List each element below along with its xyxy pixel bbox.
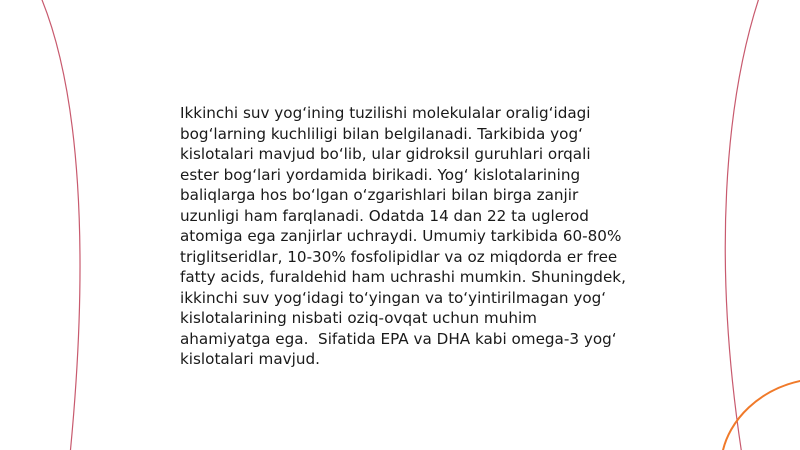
left-arc (40, 0, 80, 450)
right-arc (725, 0, 760, 450)
body-text: Ikkinchi suv yog‘ining tuzilishi molekulalar oralig‘idagi bog‘larning kuchliligi bilan belgilanadi. Tarkibida yog‘ kislotalari mavjud bo‘lib, ular gidroksil guruhlari orqali ester bog‘lari yordamida birikadi. Yog‘ kislotalarining baliqlarga hos bo‘lgan o‘zgarishlari bilan birga zanjir uzunligi ham farqlanadi. Odatda 14 dan 22 ta uglerod atomiga ega zanjirlar uchraydi. Umumiy tarkibida 60-80% triglitseridlar, 10-30% fosfolipidlar va oz miqdorda er free fatty acids, furaldehid ham uchrashi mumkin. Shuningdek, ikkinchi suv yog‘idagi to‘yingan va to‘yintirilmagan yog‘ kislotalarining nisbati oziq-ovqat uchun muhim ahamiyatga ega. Sifatida EPA va DHA kabi omega-3 yog‘ kislotalari mavjud. (180, 104, 631, 368)
